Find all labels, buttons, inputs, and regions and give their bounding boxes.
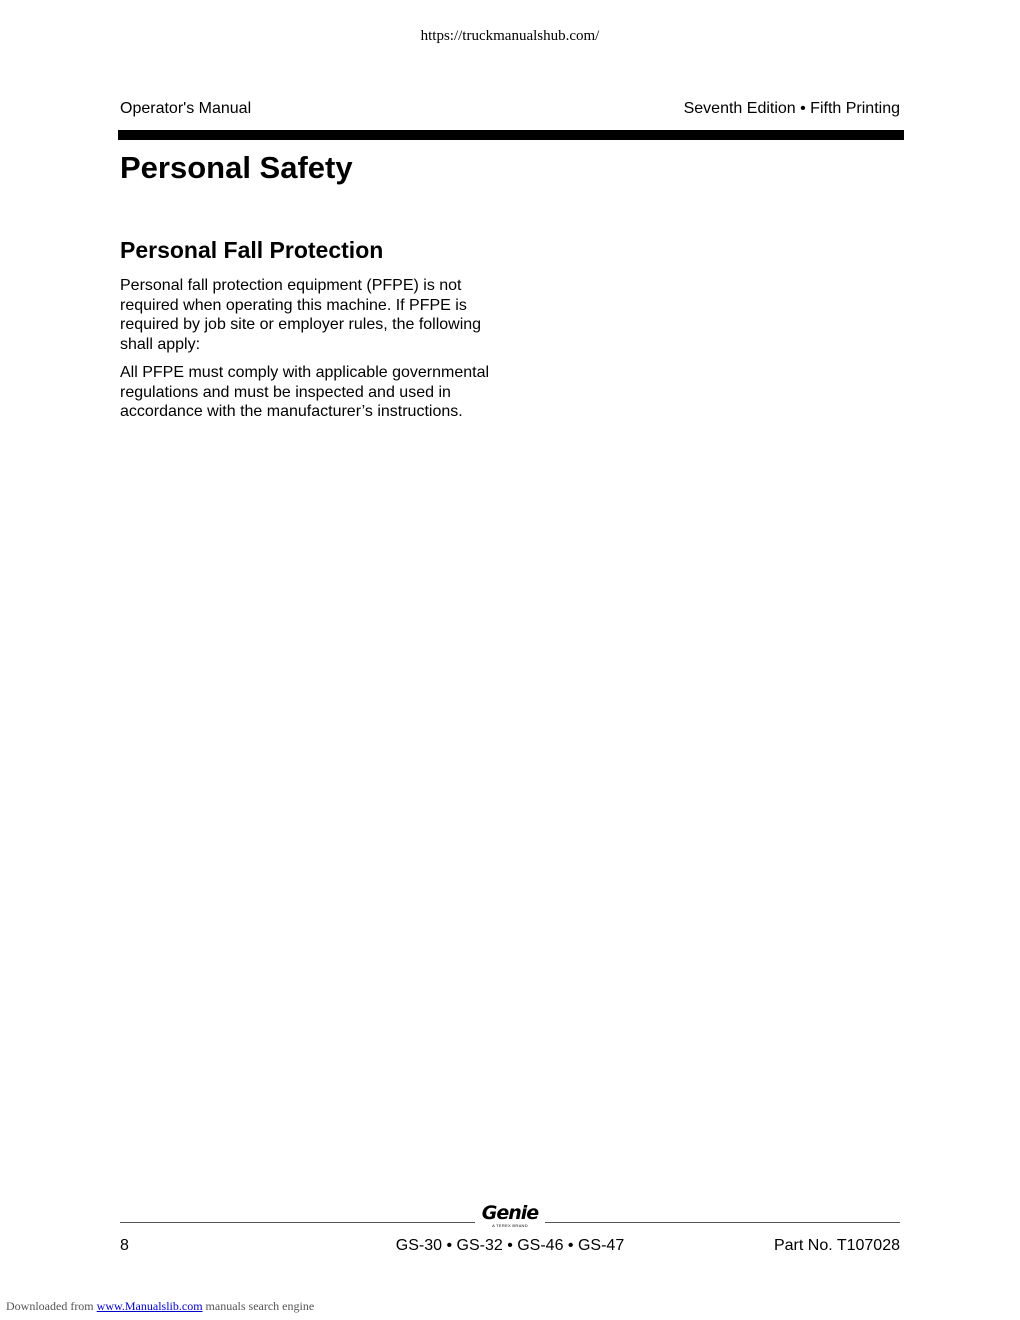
part-number: Part No. T107028 <box>773 1237 900 1254</box>
section-body <box>120 276 505 431</box>
footer-rule-right <box>545 1222 900 1223</box>
download-prefix: Downloaded from <box>6 1299 94 1313</box>
header-rule <box>118 130 904 140</box>
page-footer <box>120 1237 900 1257</box>
genie-logo <box>479 1203 541 1228</box>
header-manual-title: Operator's Manual <box>120 100 252 117</box>
page-header <box>120 100 900 118</box>
header-edition: Seventh Edition • Fifth Printing <box>683 100 900 117</box>
body-paragraph: Personal fall protection equipment (PFPE) is not required when operating this machine. If PFPE is required by job site or employer rules, the following shall apply: <box>120 277 482 353</box>
logo-tagline: A TEREX BRAND <box>492 1223 528 1228</box>
section-title: Personal Fall Protection <box>120 237 384 263</box>
body-paragraph: All PFPE must comply with applicable governmental regulations and must be inspected and used in accordance with the manufacturer’s instructions. <box>120 364 490 420</box>
download-note <box>6 1299 314 1314</box>
page-title: Personal Safety <box>120 150 353 185</box>
source-url: https://truckmanualshub.com/ <box>420 28 600 44</box>
download-suffix: manuals search engine <box>205 1299 315 1313</box>
page-number: 8 <box>120 1237 129 1254</box>
footer-rule-left <box>120 1222 475 1223</box>
logo-wordmark: Genie <box>481 1202 539 1224</box>
manualslib-link[interactable]: www.Manualslib.com <box>96 1299 203 1313</box>
model-list: GS-30 • GS-32 • GS-46 • GS-47 <box>395 1237 625 1254</box>
